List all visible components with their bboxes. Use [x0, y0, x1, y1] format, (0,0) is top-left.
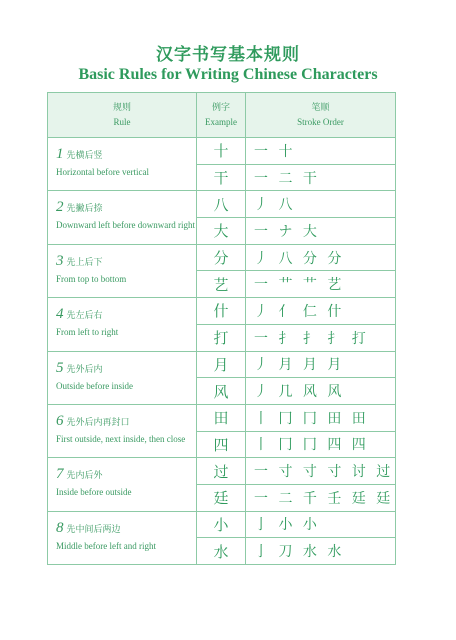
example-character: 什 — [197, 298, 246, 325]
rule-english: Downward left before downward right — [56, 220, 195, 231]
rule-cell — [48, 404, 197, 457]
rule-english: From top to bottom — [56, 273, 127, 284]
rule-heading — [56, 146, 196, 163]
rule-number: 4 — [56, 306, 64, 323]
table-body — [48, 138, 396, 565]
example-character: 月 — [197, 351, 246, 378]
rule-cell — [48, 351, 197, 404]
stroke-order-sequence: 丨 冂 冂 四 四 — [246, 431, 396, 458]
header-stroke-order — [246, 93, 396, 138]
stroke-order-sequence: 丿 月 月 月 — [246, 351, 396, 378]
example-character: 水 — [197, 538, 246, 565]
rule-english: Outside before inside — [56, 380, 133, 391]
table-row — [48, 404, 396, 431]
page-title-english: Basic Rules for Writing Chinese Characters — [78, 66, 378, 83]
rule-english: Middle before left and right — [56, 540, 156, 551]
rule-heading — [56, 306, 196, 323]
rule-number: 8 — [56, 519, 64, 536]
rule-cell — [48, 298, 197, 351]
stroke-order-sequence: 一 十 — [246, 138, 396, 165]
rule-heading — [56, 520, 196, 537]
table-row — [48, 298, 396, 325]
rule-chinese: 先中间后两边 — [66, 524, 121, 535]
example-character: 大 — [197, 218, 246, 245]
example-character: 八 — [197, 191, 246, 218]
rule-english: Horizontal before vertical — [56, 167, 149, 177]
table-row — [48, 138, 396, 165]
rule-number: 2 — [56, 199, 64, 216]
header-rule-en: Rule — [113, 117, 131, 127]
rule-heading — [56, 413, 196, 430]
stroke-order-sequence: 一 二 干 — [246, 164, 396, 191]
example-character: 田 — [197, 404, 246, 431]
rule-chinese: 先横后竖 — [66, 151, 103, 161]
rule-english: From left to right — [56, 327, 119, 338]
rule-number: 5 — [56, 359, 64, 376]
rule-number: 1 — [56, 146, 64, 162]
table-row — [48, 244, 396, 271]
header-example — [197, 93, 246, 138]
rule-chinese: 先外后内再封口 — [66, 417, 130, 428]
rule-heading — [56, 253, 196, 270]
rule-heading — [56, 360, 196, 377]
table-row — [48, 511, 396, 538]
rule-cell — [48, 191, 197, 244]
example-character: 十 — [197, 138, 246, 165]
example-character: 打 — [197, 324, 246, 351]
stroke-order-sequence: 丿 八 — [246, 191, 396, 218]
rule-number: 6 — [56, 412, 64, 429]
example-character: 过 — [197, 458, 246, 485]
example-character: 艺 — [197, 271, 246, 298]
rule-number: 3 — [56, 252, 64, 269]
example-character: 廷 — [197, 484, 246, 511]
stroke-order-sequence: 丿 八 分 分 — [246, 244, 396, 271]
stroke-order-sequence: 亅 小 小 — [246, 511, 396, 538]
stroke-order-sequence: 一 二 千 壬 廷 廷 — [246, 484, 396, 511]
rule-chinese: 先撇后捺 — [66, 204, 103, 215]
stroke-order-sequence: 一 艹 艹 艺 — [246, 271, 396, 298]
header-order-en: Stroke Order — [297, 117, 344, 127]
rule-heading — [56, 199, 196, 216]
header-rule — [48, 93, 197, 138]
rule-english: Inside before outside — [56, 487, 132, 498]
table-row — [48, 458, 396, 485]
stroke-order-sequence: 丨 冂 冂 田 田 — [246, 404, 396, 431]
stroke-order-sequence: 丿 几 风 风 — [246, 378, 396, 405]
stroke-order-sequence: 一 扌 扌 扌 打 — [246, 324, 396, 351]
stroke-order-sequence: 亅 刀 水 水 — [246, 538, 396, 565]
table-row — [48, 351, 396, 378]
rule-chinese: 先内后外 — [66, 471, 103, 482]
header-example-en: Example — [205, 117, 237, 127]
example-character: 干 — [197, 164, 246, 191]
rule-heading — [56, 466, 196, 483]
stroke-rules-table — [47, 92, 396, 565]
stroke-order-sequence: 丿 亻 仁 什 — [246, 298, 396, 325]
example-character: 四 — [197, 431, 246, 458]
page-title-chinese: 汉字书写基本规则 — [156, 45, 300, 65]
table-header-row — [48, 93, 396, 138]
rule-cell — [48, 458, 197, 511]
example-character: 小 — [197, 511, 246, 538]
rule-english: First outside, next inside, then close — [56, 433, 186, 444]
header-example-cn: 例字 — [211, 103, 230, 113]
rule-cell — [48, 138, 197, 191]
header-rule-cn: 规则 — [112, 103, 131, 113]
rule-cell — [48, 511, 197, 564]
rule-chinese: 先外后内 — [66, 364, 103, 375]
rule-chinese: 先上后下 — [66, 257, 103, 268]
stroke-order-sequence: 一 ナ 大 — [246, 218, 396, 245]
header-order-cn: 笔顺 — [311, 103, 330, 113]
rule-number: 7 — [56, 466, 64, 483]
table-row — [48, 191, 396, 218]
example-character: 分 — [197, 244, 246, 271]
example-character: 风 — [197, 378, 246, 405]
stroke-order-sequence: 一 寸 寸 寸 讨 过 — [246, 458, 396, 485]
rule-chinese: 先左后右 — [66, 311, 103, 322]
rule-cell — [48, 244, 197, 297]
